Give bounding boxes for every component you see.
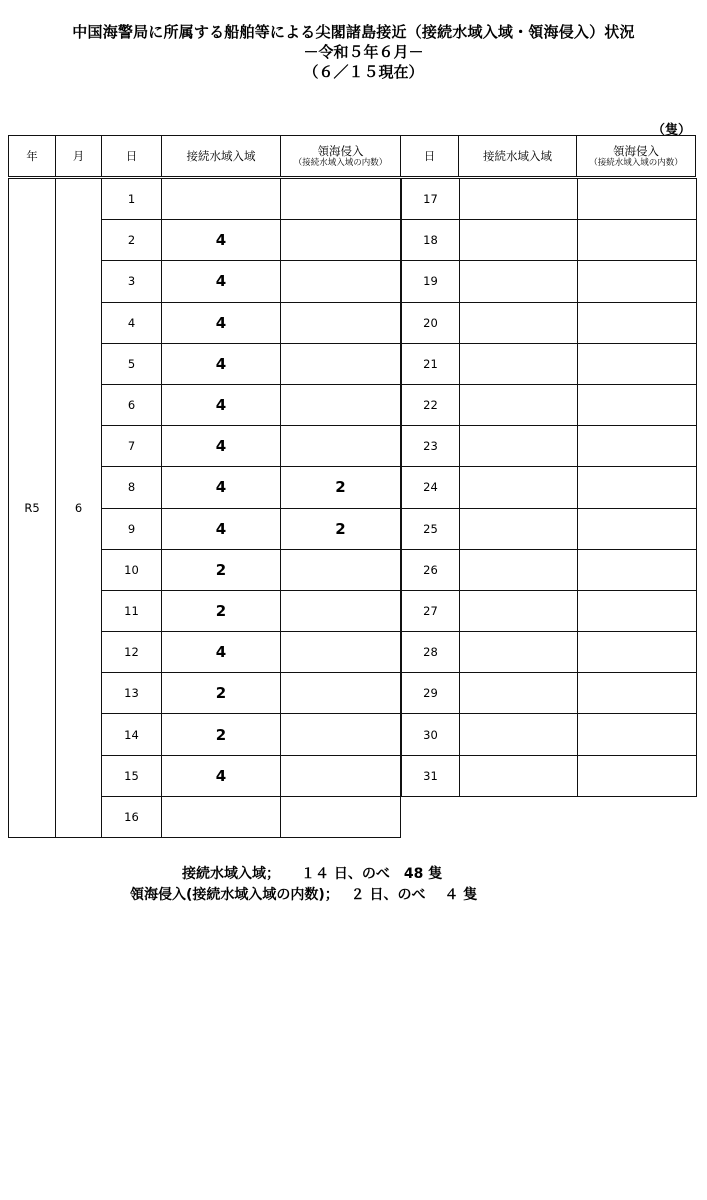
territorial-cell [281, 632, 401, 673]
day-cell: 25 [402, 508, 460, 549]
contiguous-cell [460, 220, 578, 261]
contiguous-cell [460, 714, 578, 755]
day-cell: 24 [402, 467, 460, 508]
header-year: 年 [9, 136, 56, 177]
year-cell: R5 [9, 179, 56, 838]
territorial-cell [281, 302, 401, 343]
day-cell: 14 [102, 714, 162, 755]
header-contiguous-left: 接続水域入域 [162, 136, 281, 177]
contiguous-cell: 4 [162, 632, 281, 673]
summary-territorial: 領海侵入(接続水域入域の内数)； ２ 日、のべ ４ 隻 [130, 887, 478, 903]
territorial-cell: 2 [281, 508, 401, 549]
day-cell: 23 [402, 426, 460, 467]
territorial-cell [578, 467, 697, 508]
table-right [401, 178, 697, 797]
contiguous-cell [460, 261, 578, 302]
day-cell: 9 [102, 508, 162, 549]
day-cell: 2 [102, 220, 162, 261]
table-row [402, 590, 697, 631]
table-row [402, 302, 697, 343]
territorial-cell [281, 261, 401, 302]
contiguous-cell [460, 549, 578, 590]
territorial-cell [281, 673, 401, 714]
territorial-cell [578, 179, 697, 220]
contiguous-cell [460, 590, 578, 631]
territorial-cell: 2 [281, 467, 401, 508]
contiguous-cell [460, 179, 578, 220]
day-cell: 13 [102, 673, 162, 714]
day-cell: 18 [402, 220, 460, 261]
territorial-cell [578, 755, 697, 796]
contiguous-cell [460, 384, 578, 425]
document-title: 中国海警局に所属する船舶等による尖閣諸島接近（接続水域入域・領海侵入）状況 [72, 23, 635, 41]
header-territorial-note: （接続水域入域の内数） [293, 157, 388, 168]
day-cell: 16 [102, 796, 162, 837]
contiguous-cell: 4 [162, 426, 281, 467]
contiguous-cell: 4 [162, 755, 281, 796]
header-territorial-label: 領海侵入 [317, 143, 364, 158]
document-subtitle-month: －令和５年６月－ [303, 43, 424, 61]
territorial-cell [281, 714, 401, 755]
contiguous-cell [460, 467, 578, 508]
contiguous-cell: 2 [162, 590, 281, 631]
day-cell: 6 [102, 384, 162, 425]
territorial-cell [281, 343, 401, 384]
territorial-cell [578, 590, 697, 631]
table-row [9, 179, 401, 220]
territorial-cell [578, 343, 697, 384]
table-row [402, 508, 697, 549]
table-row [402, 673, 697, 714]
contiguous-cell: 2 [162, 673, 281, 714]
territorial-cell [281, 549, 401, 590]
contiguous-cell [460, 755, 578, 796]
contiguous-cell: 4 [162, 343, 281, 384]
contiguous-cell [460, 508, 578, 549]
day-cell: 21 [402, 343, 460, 384]
header-territorial-label: 領海侵入 [613, 143, 659, 158]
territorial-cell [281, 179, 401, 220]
table-row [402, 261, 697, 302]
table-row [402, 343, 697, 384]
territorial-cell [578, 673, 697, 714]
day-cell: 15 [102, 755, 162, 796]
day-cell: 8 [102, 467, 162, 508]
table-row [402, 714, 697, 755]
day-cell: 5 [102, 343, 162, 384]
territorial-cell [578, 632, 697, 673]
contiguous-cell: 4 [162, 384, 281, 425]
contiguous-cell [460, 673, 578, 714]
header-territorial-note: （接続水域入域の内数） [589, 157, 683, 168]
title-block [0, 22, 707, 82]
table-row [402, 632, 697, 673]
contiguous-cell [162, 179, 281, 220]
territorial-cell [578, 261, 697, 302]
territorial-cell [578, 426, 697, 467]
day-cell: 22 [402, 384, 460, 425]
header-territorial-left [281, 136, 401, 177]
territorial-cell [578, 714, 697, 755]
header-contiguous-right: 接続水域入域 [459, 136, 577, 177]
day-cell: 4 [102, 302, 162, 343]
table-row [402, 179, 697, 220]
contiguous-cell: 4 [162, 261, 281, 302]
day-cell: 3 [102, 261, 162, 302]
table-row [402, 384, 697, 425]
contiguous-cell: 4 [162, 508, 281, 549]
table-row [402, 549, 697, 590]
contiguous-cell [162, 796, 281, 837]
day-cell: 28 [402, 632, 460, 673]
territorial-cell [578, 384, 697, 425]
contiguous-cell [460, 426, 578, 467]
day-cell: 17 [402, 179, 460, 220]
territorial-cell [281, 384, 401, 425]
header-month: 月 [56, 136, 102, 177]
contiguous-cell [460, 343, 578, 384]
territorial-cell [281, 220, 401, 261]
day-cell: 20 [402, 302, 460, 343]
header-territorial-right [577, 136, 696, 177]
table-row [402, 755, 697, 796]
day-cell: 19 [402, 261, 460, 302]
territorial-cell [281, 755, 401, 796]
month-cell: 6 [56, 179, 102, 838]
day-cell: 12 [102, 632, 162, 673]
territorial-cell [281, 590, 401, 631]
table-row [402, 220, 697, 261]
summary-contiguous: 接続水域入域； １４ 日、のべ 48 隻 [182, 866, 443, 882]
contiguous-cell [460, 632, 578, 673]
table-header [8, 135, 696, 177]
day-cell: 31 [402, 755, 460, 796]
contiguous-cell: 4 [162, 302, 281, 343]
day-cell: 11 [102, 590, 162, 631]
contiguous-cell [460, 302, 578, 343]
unit-label: （隻） [652, 123, 692, 138]
territorial-cell [281, 426, 401, 467]
header-day-right: 日 [401, 136, 459, 177]
day-cell: 1 [102, 179, 162, 220]
day-cell: 7 [102, 426, 162, 467]
document-subtitle-date: （６／１５現在） [303, 63, 424, 81]
day-cell: 26 [402, 549, 460, 590]
day-cell: 29 [402, 673, 460, 714]
territorial-cell [578, 508, 697, 549]
contiguous-cell: 2 [162, 549, 281, 590]
territorial-cell [578, 220, 697, 261]
day-cell: 27 [402, 590, 460, 631]
table-left [8, 178, 401, 838]
table-row [402, 467, 697, 508]
table-row [402, 426, 697, 467]
day-cell: 10 [102, 549, 162, 590]
territorial-cell [578, 549, 697, 590]
contiguous-cell: 2 [162, 714, 281, 755]
contiguous-cell: 4 [162, 220, 281, 261]
territorial-cell [281, 796, 401, 837]
contiguous-cell: 4 [162, 467, 281, 508]
territorial-cell [578, 302, 697, 343]
day-cell: 30 [402, 714, 460, 755]
header-day-left: 日 [102, 136, 162, 177]
